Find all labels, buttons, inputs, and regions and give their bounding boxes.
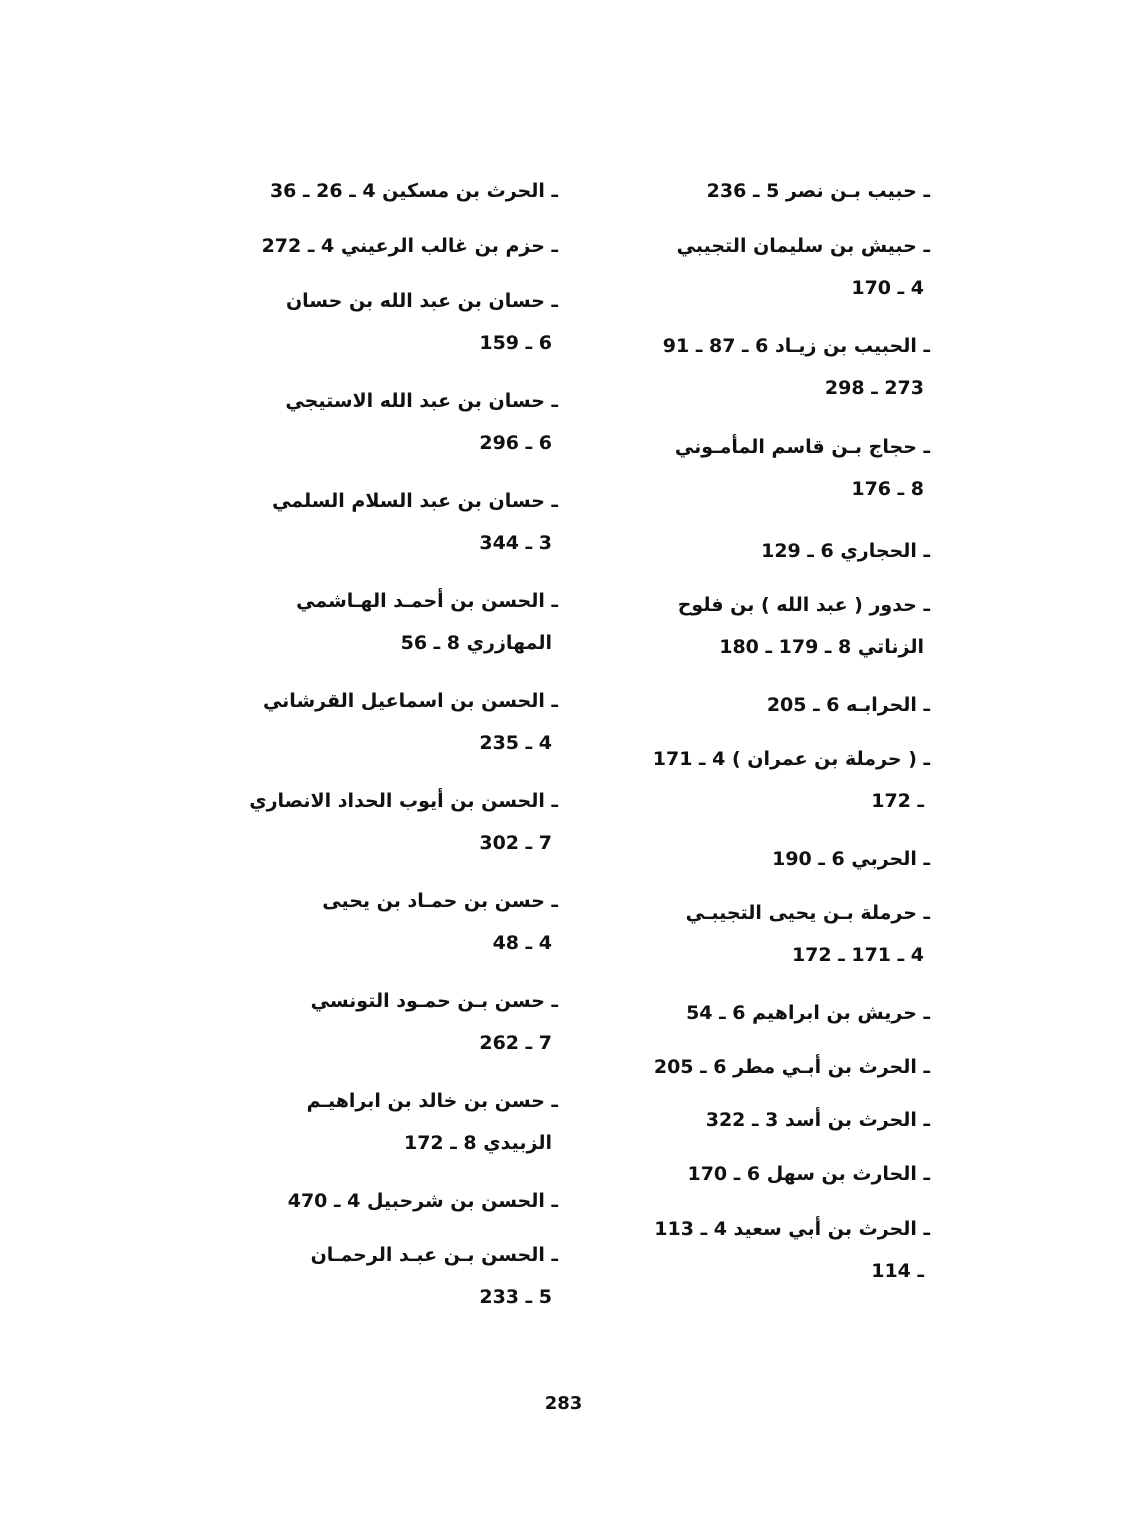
index-entry-text: ـ الحرث بن مسكين 4 ـ 26 ـ 36 xyxy=(269,180,558,202)
index-entry-text: ـ حسان بن عبد الله الاستيجي xyxy=(285,390,558,412)
index-entry xyxy=(706,1109,930,1131)
index-entry-text: ـ الحسن بن أيوب الحداد الانصاري xyxy=(249,790,558,812)
index-entry xyxy=(311,990,558,1054)
index-entry-continuation: 4 ـ 170 xyxy=(851,277,924,299)
index-entry-text: ـ حسان بن عبد الله بن حسان xyxy=(285,290,558,312)
index-entry-continuation: ـ 172 xyxy=(871,790,924,812)
index-entry-text: ـ الحسن بن اسماعيل القرشاني xyxy=(262,690,558,712)
index-entry xyxy=(307,1090,558,1154)
index-entry xyxy=(270,180,558,202)
index-entry xyxy=(654,1056,930,1078)
index-entry-text: ـ ( حرملة بن عمران ) 4 ـ 171 xyxy=(652,748,930,770)
index-entry-text: ـ حجاج بـن قاسم المأمـوني xyxy=(674,436,930,458)
index-entry-continuation: 4 ـ 235 xyxy=(479,732,552,754)
index-entry-text: ـ الحرث بن أبـي مطر 6 ـ 205 xyxy=(653,1056,930,1078)
index-entry-text: ـ الحربي 6 ـ 190 xyxy=(772,848,930,870)
index-entry-text: ـ حدور ( عبد الله ) بن فلوح xyxy=(677,594,930,616)
index-entry-text: ـ حسن بن حمـاد بن يحيى xyxy=(322,890,558,912)
index-entry xyxy=(249,790,558,854)
index-entry-continuation: الزناتي 8 ـ 179 ـ 180 xyxy=(719,636,924,658)
index-entry xyxy=(311,1244,558,1308)
index-entry-text: ـ حريش بن ابراهيم 6 ـ 54 xyxy=(686,1002,930,1024)
index-entry xyxy=(678,594,930,658)
index-entry xyxy=(675,436,930,500)
index-entry xyxy=(767,694,930,716)
index-entry-text: ـ الحرث بن أبي سعيد 4 ـ 113 xyxy=(654,1218,930,1240)
index-entry-text: ـ الحرث بن أسد 3 ـ 322 xyxy=(705,1109,930,1131)
index-entry-continuation: 7 ـ 302 xyxy=(479,832,552,854)
index-entry-text: ـ حسان بن عبد السلام السلمي xyxy=(272,490,558,512)
index-entry xyxy=(686,902,930,966)
index-entry-text: ـ حبيب بـن نصر 5 ـ 236 xyxy=(706,180,930,202)
index-entry-continuation: 8 ـ 176 xyxy=(851,478,924,500)
index-entry-continuation: 273 ـ 298 xyxy=(824,377,924,399)
index-entry-text: ـ الحسن بن أحمـد الهـاشمي xyxy=(296,590,558,612)
index-entry-continuation: 7 ـ 262 xyxy=(479,1032,552,1054)
index-entry xyxy=(653,748,930,812)
index-entry xyxy=(686,1002,930,1024)
index-entry xyxy=(654,1218,930,1282)
index-entry-continuation: المهازري 8 ـ 56 xyxy=(400,632,552,654)
index-entry-text: ـ حبيش بن سليمان التجيبي xyxy=(676,235,930,257)
index-entry xyxy=(707,180,930,202)
index-entry-continuation: ـ 114 xyxy=(871,1260,924,1282)
index-entry xyxy=(761,540,930,562)
index-entry-text: ـ حسن بـن حمـود التونسي xyxy=(310,990,558,1012)
index-entry xyxy=(677,235,930,299)
index-entry xyxy=(272,490,558,554)
index-entry-text: ـ الحارث بن سهل 6 ـ 170 xyxy=(687,1163,930,1185)
index-entry-continuation: 5 ـ 233 xyxy=(479,1286,552,1308)
index-entry-continuation: الزبيدي 8 ـ 172 xyxy=(403,1132,552,1154)
index-entry xyxy=(772,848,930,870)
index-entry xyxy=(322,890,558,954)
index-entry xyxy=(288,1190,558,1212)
index-entry xyxy=(263,690,558,754)
page-number: 283 xyxy=(544,1393,583,1414)
index-entry-continuation: 6 ـ 296 xyxy=(479,432,552,454)
index-entry-text: ـ حزم بن غالب الرعيني 4 ـ 272 xyxy=(261,235,558,257)
index-entry-text: ـ الحجاري 6 ـ 129 xyxy=(761,540,930,562)
index-entry xyxy=(687,1163,930,1185)
index-entry-continuation: 3 ـ 344 xyxy=(479,532,552,554)
index-entry xyxy=(663,335,930,399)
index-entry xyxy=(285,390,558,454)
index-entry-continuation: 4 ـ 171 ـ 172 xyxy=(791,944,924,966)
index-entry-text: ـ حسن بن خالد بن ابراهيـم xyxy=(306,1090,558,1112)
index-entry-text: ـ الحبيب بن زيـاد 6 ـ 87 ـ 91 xyxy=(662,335,930,357)
index-entry xyxy=(296,590,558,654)
index-entry xyxy=(286,290,558,354)
index-entry-text: ـ حرملة بـن يحيى التجيبـي xyxy=(685,902,930,924)
index-entry xyxy=(262,235,558,257)
index-entry-continuation: 6 ـ 159 xyxy=(479,332,552,354)
index-entry-continuation: 4 ـ 48 xyxy=(492,932,552,954)
index-entry-text: ـ الحسن بـن عبـد الرحمـان xyxy=(310,1244,558,1266)
index-entry-text: ـ الحرابـه 6 ـ 205 xyxy=(766,694,930,716)
index-entry-text: ـ الحسن بن شرحبيل 4 ـ 470 xyxy=(287,1190,558,1212)
